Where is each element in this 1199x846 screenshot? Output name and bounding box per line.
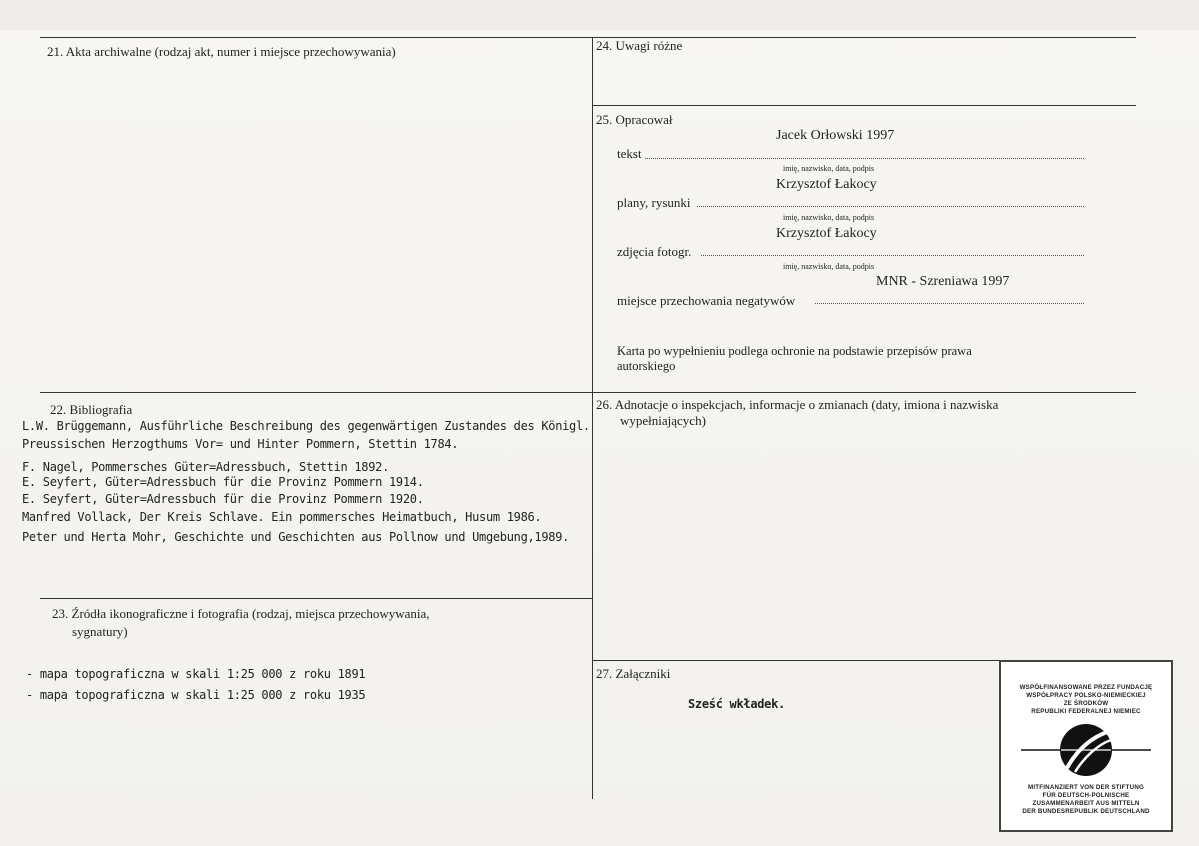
bibliography-entry-3: F. Nagel, Pommersches Güter=Adressbuch, Stettin 1892. bbox=[22, 460, 390, 474]
copyright-note-line2: autorskiego bbox=[617, 359, 676, 373]
divider-22-23 bbox=[40, 598, 592, 599]
tekst-value: Jacek Orłowski 1997 bbox=[776, 128, 895, 143]
field27-value: Sześć wkładek. bbox=[688, 697, 785, 711]
copyright-note-line1: Karta po wypełnieniu podlega ochronie na podstawie przepisów prawa bbox=[617, 344, 972, 358]
divider-21-22 bbox=[40, 392, 592, 393]
divider-25-26 bbox=[592, 392, 1136, 393]
plany-dotted-line bbox=[697, 205, 1084, 207]
funding-logo bbox=[999, 660, 1173, 832]
foundation-emblem-icon bbox=[1001, 720, 1171, 780]
zdjecia-label: zdjęcia fotogr. bbox=[617, 244, 692, 259]
tekst-caption: imię, nazwisko, data, podpis bbox=[783, 164, 875, 173]
logo-pl-line1: WSPÓŁFINANSOWANE PRZEZ FUNDACJĘ bbox=[1019, 684, 1153, 691]
center-divider bbox=[592, 37, 593, 799]
negatywy-label: miejsce przechowania negatywów bbox=[617, 293, 796, 308]
bibliography-entry-5: E. Seyfert, Güter=Adressbuch für die Provinz Pommern 1920. bbox=[22, 492, 424, 506]
zdjecia-caption: imię, nazwisko, data, podpis bbox=[783, 262, 875, 271]
field25-label: 25. Opracował bbox=[596, 112, 673, 127]
negatywy-dotted-line bbox=[815, 302, 1084, 304]
zdjecia-value: Krzysztof Łakocy bbox=[776, 226, 877, 241]
logo-de-line1: MITFINANZIERT VON DER STIFTUNG bbox=[1028, 784, 1144, 791]
logo-de-line3: ZUSAMMENARBEIT AUS MITTELN bbox=[1032, 800, 1140, 807]
field22-label: 22. Bibliografia bbox=[50, 402, 133, 417]
field23-label-line2: sygnatury) bbox=[72, 624, 128, 639]
plany-label: plany, rysunki bbox=[617, 195, 691, 210]
bibliography-entry-2: Preussischen Herzogthums Vor= und Hinter Pommern, Stettin 1784. bbox=[22, 437, 459, 451]
divider-24-25 bbox=[592, 105, 1136, 106]
bibliography-entry-4: E. Seyfert, Güter=Adressbuch für die Provinz Pommern 1914. bbox=[22, 475, 424, 489]
logo-pl-line3: ZE ŚRODKÓW bbox=[1063, 700, 1109, 707]
logo-de-line2: FÜR DEUTSCH-POLNISCHE bbox=[1042, 792, 1130, 799]
plany-caption: imię, nazwisko, data, podpis bbox=[783, 213, 875, 222]
negatywy-value: MNR - Szreniawa 1997 bbox=[876, 274, 1010, 289]
top-border bbox=[40, 37, 1136, 38]
tekst-dotted-line bbox=[645, 157, 1084, 159]
logo-de-line4: DER BUNDESREPUBLIK DEUTSCHLAND bbox=[1022, 808, 1150, 815]
plany-value: Krzysztof Łakocy bbox=[776, 177, 877, 192]
field27-label: 27. Załączniki bbox=[596, 666, 671, 681]
top-margin bbox=[0, 0, 1199, 30]
tekst-label: tekst bbox=[617, 146, 642, 161]
field23-label-line1: 23. Źródła ikonograficzne i fotografia (rodzaj, miejsca przechowywania, bbox=[52, 606, 430, 621]
bibliography-entry-1: L.W. Brüggemann, Ausführliche Beschreibung des gegenwärtigen Zustandes des Königl. bbox=[22, 419, 590, 433]
logo-pl-line4: REPUBLIKI FEDERALNEJ NIEMIEC bbox=[1031, 708, 1141, 715]
field26-label-line2: wypełniających) bbox=[620, 413, 706, 428]
zdjecia-dotted-line bbox=[701, 254, 1084, 256]
bibliography-entry-7: Peter und Herta Mohr, Geschichte und Geschichten aus Pollnow und Umgebung,1989. bbox=[22, 530, 570, 544]
iconography-item-2: - mapa topograficzna w skali 1:25 000 z roku 1935 bbox=[26, 688, 366, 702]
iconography-item-1: - mapa topograficzna w skali 1:25 000 z roku 1891 bbox=[26, 667, 366, 681]
field21-label: 21. Akta archiwalne (rodzaj akt, numer i miejsce przechowywania) bbox=[47, 44, 396, 59]
field24-label: 24. Uwagi różne bbox=[596, 38, 683, 53]
bibliography-entry-6: Manfred Vollack, Der Kreis Schlave. Ein pommersches Heimatbuch, Husum 1986. bbox=[22, 510, 542, 524]
field26-label-line1: 26. Adnotacje o inspekcjach, informacje o zmianach (daty, imiona i nazwiska bbox=[596, 397, 999, 412]
logo-pl-line2: WSPÓŁPRACY POLSKO-NIEMIECKIEJ bbox=[1026, 692, 1146, 699]
